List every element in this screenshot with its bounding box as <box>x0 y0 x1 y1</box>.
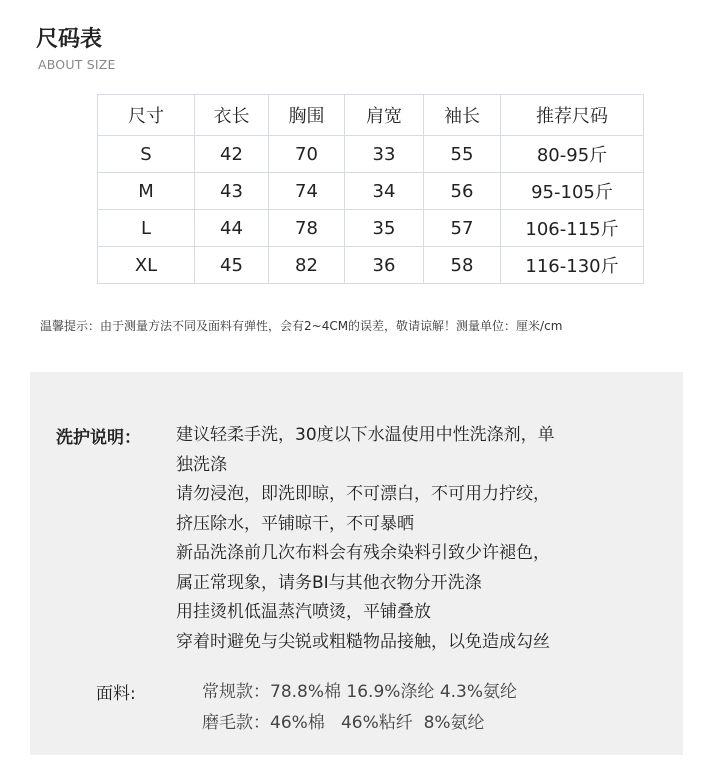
header-cell: 胸围 <box>269 95 345 136</box>
table-cell: 42 <box>195 136 269 173</box>
table-cell: 70 <box>269 136 345 173</box>
care-line: 独洗涤 <box>176 454 227 475</box>
table-cell: L <box>98 210 195 247</box>
table-cell: M <box>98 173 195 210</box>
care-line: 挤压除水，平铺晾干，不可暴晒 <box>176 513 414 534</box>
care-label: 洗护说明： <box>56 428 141 448</box>
table-cell: 44 <box>195 210 269 247</box>
table-row <box>98 247 644 284</box>
table-cell: 116-130斤 <box>501 247 644 284</box>
care-line: 新品洗涤前几次布料会有残余染料引致少许褪色， <box>176 543 550 563</box>
table-cell: 80-95斤 <box>501 136 644 173</box>
table-cell: 33 <box>345 136 424 173</box>
header-cell: 袖长 <box>424 95 501 136</box>
care-line: 用挂烫机低温蒸汽喷烫，平铺叠放 <box>176 602 431 622</box>
fabric-line: 常规款：78.8%棉 16.9%涤纶 4.3%氨纶 <box>202 682 518 702</box>
table-cell: 56 <box>424 173 501 210</box>
table-cell: 36 <box>345 247 424 284</box>
table-row <box>98 210 644 247</box>
table-cell: 74 <box>269 173 345 210</box>
header-cell: 推荐尺码 <box>501 95 644 136</box>
measurement-tip: 温馨提示：由于测量方法不同及面料有弹性，会有2~4CM的误差，敬请谅解！测量单位：厘米/cm <box>40 319 563 333</box>
care-line: 请勿浸泡，即洗即晾，不可漂白，不可用力拧绞， <box>176 484 550 504</box>
table-row <box>98 136 644 173</box>
fabric-line: 磨毛款：46%棉 46%粘纤 8%氨纶 <box>202 713 485 733</box>
care-text <box>176 421 555 657</box>
header-cell: 尺寸 <box>98 95 195 136</box>
table-cell: 55 <box>424 136 501 173</box>
table-row <box>98 173 644 210</box>
table-cell: 34 <box>345 173 424 210</box>
table-cell: 82 <box>269 247 345 284</box>
table-cell: 45 <box>195 247 269 284</box>
table-cell: 35 <box>345 210 424 247</box>
table-header-row <box>98 95 644 136</box>
table-cell: 78 <box>269 210 345 247</box>
table-cell: 95-105斤 <box>501 173 644 210</box>
care-line: 属正常现象，请务BI与其他衣物分开洗涤 <box>176 572 482 593</box>
care-line: 建议轻柔手洗，30度以下水温使用中性洗涤剂，单 <box>176 425 555 445</box>
table-cell: 43 <box>195 173 269 210</box>
table-cell: 57 <box>424 210 501 247</box>
care-instructions-panel <box>30 372 683 755</box>
care-line: 穿着时避免与尖锐或粗糙物品接触，以免造成勾丝 <box>176 631 550 652</box>
header-cell: 肩宽 <box>345 95 424 136</box>
fabric-label: 面料: <box>96 684 136 704</box>
size-table <box>97 94 644 284</box>
fabric-text <box>202 677 517 739</box>
table-cell: 106-115斤 <box>501 210 644 247</box>
table-cell: 58 <box>424 247 501 284</box>
table-cell: XL <box>98 247 195 284</box>
table-cell: S <box>98 136 195 173</box>
page-title: 尺码表 <box>36 27 103 52</box>
page-subtitle: ABOUT SIZE <box>38 57 116 72</box>
header-cell: 衣长 <box>195 95 269 136</box>
